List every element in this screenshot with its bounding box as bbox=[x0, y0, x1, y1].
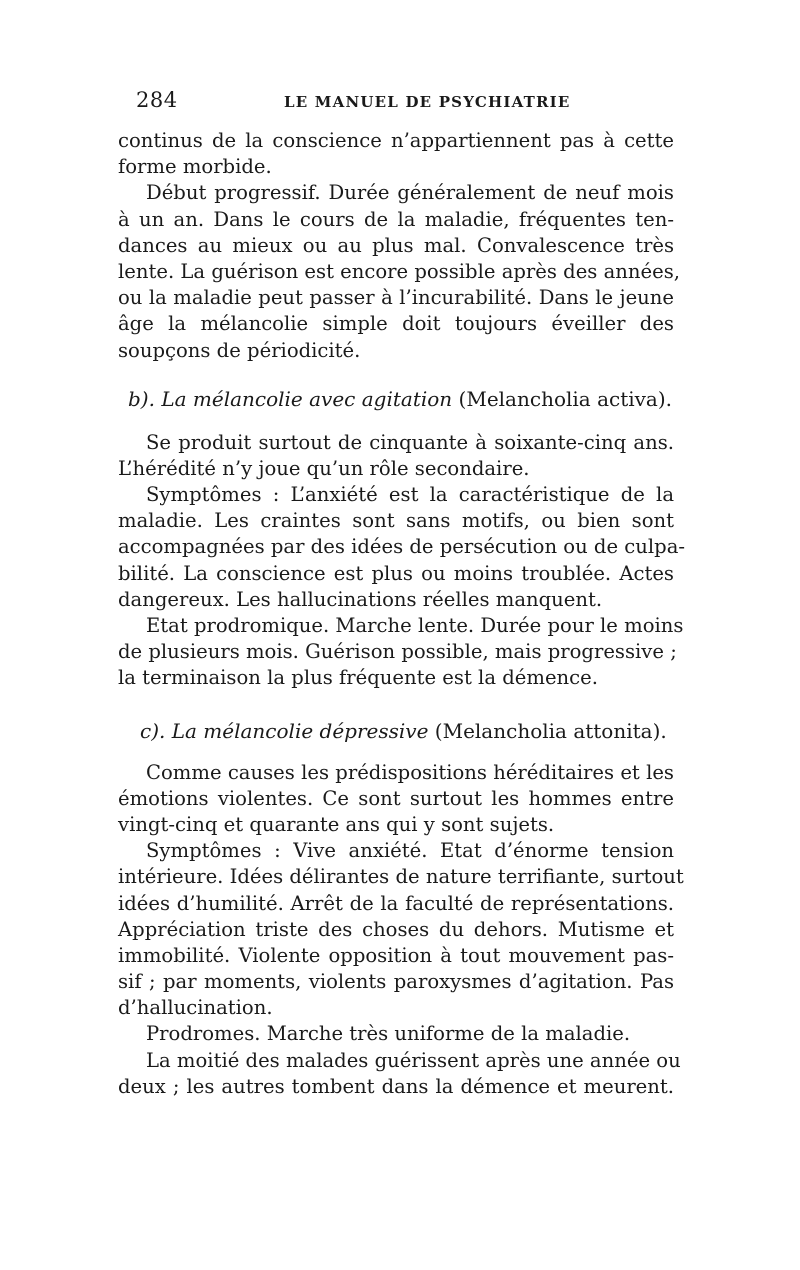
text-line: continus de la conscience n’appartiennent pas à cette bbox=[118, 129, 674, 152]
text-line: Appréciation triste des choses du dehors. Mutisme et bbox=[118, 917, 674, 941]
section-heading-b bbox=[128, 384, 674, 414]
text-line: intérieure. Idées délirantes de nature terrifiante, surtout bbox=[118, 865, 684, 889]
text-line: immobilité. Violente opposition à tout mouvement pas- bbox=[118, 943, 674, 967]
text-line: Etat prodromique. Marche lente. Durée pour le moins bbox=[146, 614, 684, 637]
text-line: La moitié des malades guérissent après une année ou bbox=[146, 1048, 681, 1072]
paragraph bbox=[118, 430, 674, 482]
paragraph-continuation bbox=[118, 128, 674, 180]
text-line: Comme causes les prédispositions héréditaires et les bbox=[146, 760, 674, 784]
text-line: accompagnées par des idées de persécution ou de culpa- bbox=[118, 535, 686, 559]
paragraph bbox=[118, 838, 684, 1021]
text-line: émotions violentes. Ce sont surtout les hommes entre bbox=[118, 786, 674, 810]
text-line: L’hérédité n’y joue qu’un rôle secondaire. bbox=[118, 456, 530, 480]
text-line: ou la maladie peut passer à l’incurabilité. Dans le jeune bbox=[118, 286, 674, 310]
running-title: LE MANUEL DE PSYCHIATRIE bbox=[284, 93, 571, 111]
section-title-latin: (Melancholia attonita). bbox=[434, 718, 667, 743]
text-line: sif ; par moments, violents paroxysmes d’agitation. Pas bbox=[118, 970, 674, 994]
section-title-latin: (Melancholia activa). bbox=[458, 386, 673, 411]
section-letter: b). bbox=[128, 386, 155, 411]
section-letter: c). bbox=[140, 718, 166, 743]
paragraph bbox=[118, 180, 680, 363]
page-header bbox=[136, 88, 676, 118]
text-line: forme morbide. bbox=[118, 155, 272, 179]
text-line: Prodromes. Marche très uniforme de la maladie. bbox=[146, 1022, 631, 1046]
paragraph bbox=[118, 613, 684, 692]
section-title-italic: La mélancolie avec agitation bbox=[161, 386, 453, 411]
text-line: la terminaison la plus fréquente est la démence. bbox=[118, 666, 598, 690]
body-text bbox=[118, 128, 686, 1100]
text-line: de plusieurs mois. Guérison possible, mais progressive ; bbox=[118, 640, 677, 664]
text-line: dangereux. Les hallucinations réelles manquent. bbox=[118, 587, 603, 611]
text-line: soupçons de périodicité. bbox=[118, 338, 361, 362]
text-line: Symptômes : L’anxiété est la caractéristique de la bbox=[146, 483, 674, 507]
text-line: vingt-cinq et quarante ans qui y sont sujets. bbox=[118, 812, 555, 836]
text-line: idées d’humilité. Arrêt de la faculté de représentations. bbox=[118, 891, 674, 915]
paragraph bbox=[118, 1021, 674, 1047]
paragraph bbox=[118, 760, 674, 839]
text-line: âge la mélancolie simple doit toujours éveiller des bbox=[118, 312, 674, 336]
text-line: Début progressif. Durée généralement de neuf mois bbox=[146, 181, 674, 205]
text-line: Se produit surtout de cinquante à soixante-cinq ans. bbox=[146, 430, 674, 454]
text-line: dances au mieux ou au plus mal. Convalescence très bbox=[118, 233, 674, 257]
text-line: lente. La guérison est encore possible après des années, bbox=[118, 259, 680, 283]
paragraph bbox=[118, 1048, 681, 1100]
text-line: deux ; les autres tombent dans la démence et meurent. bbox=[118, 1074, 674, 1098]
text-line: maladie. Les craintes sont sans motifs, ou bien sont bbox=[118, 509, 674, 533]
text-line: Symptômes : Vive anxiété. Etat d’énorme tension bbox=[146, 839, 674, 863]
paragraph bbox=[118, 482, 686, 613]
text-line: à un an. Dans le cours de la maladie, fréquentes ten- bbox=[118, 207, 674, 231]
section-heading-c bbox=[140, 716, 674, 746]
section-title-italic: La mélancolie dépressive bbox=[171, 718, 429, 743]
text-line: d’hallucination. bbox=[118, 996, 273, 1020]
page-number: 284 bbox=[136, 88, 178, 112]
text-line: bilité. La conscience est plus ou moins troublée. Actes bbox=[118, 561, 674, 585]
